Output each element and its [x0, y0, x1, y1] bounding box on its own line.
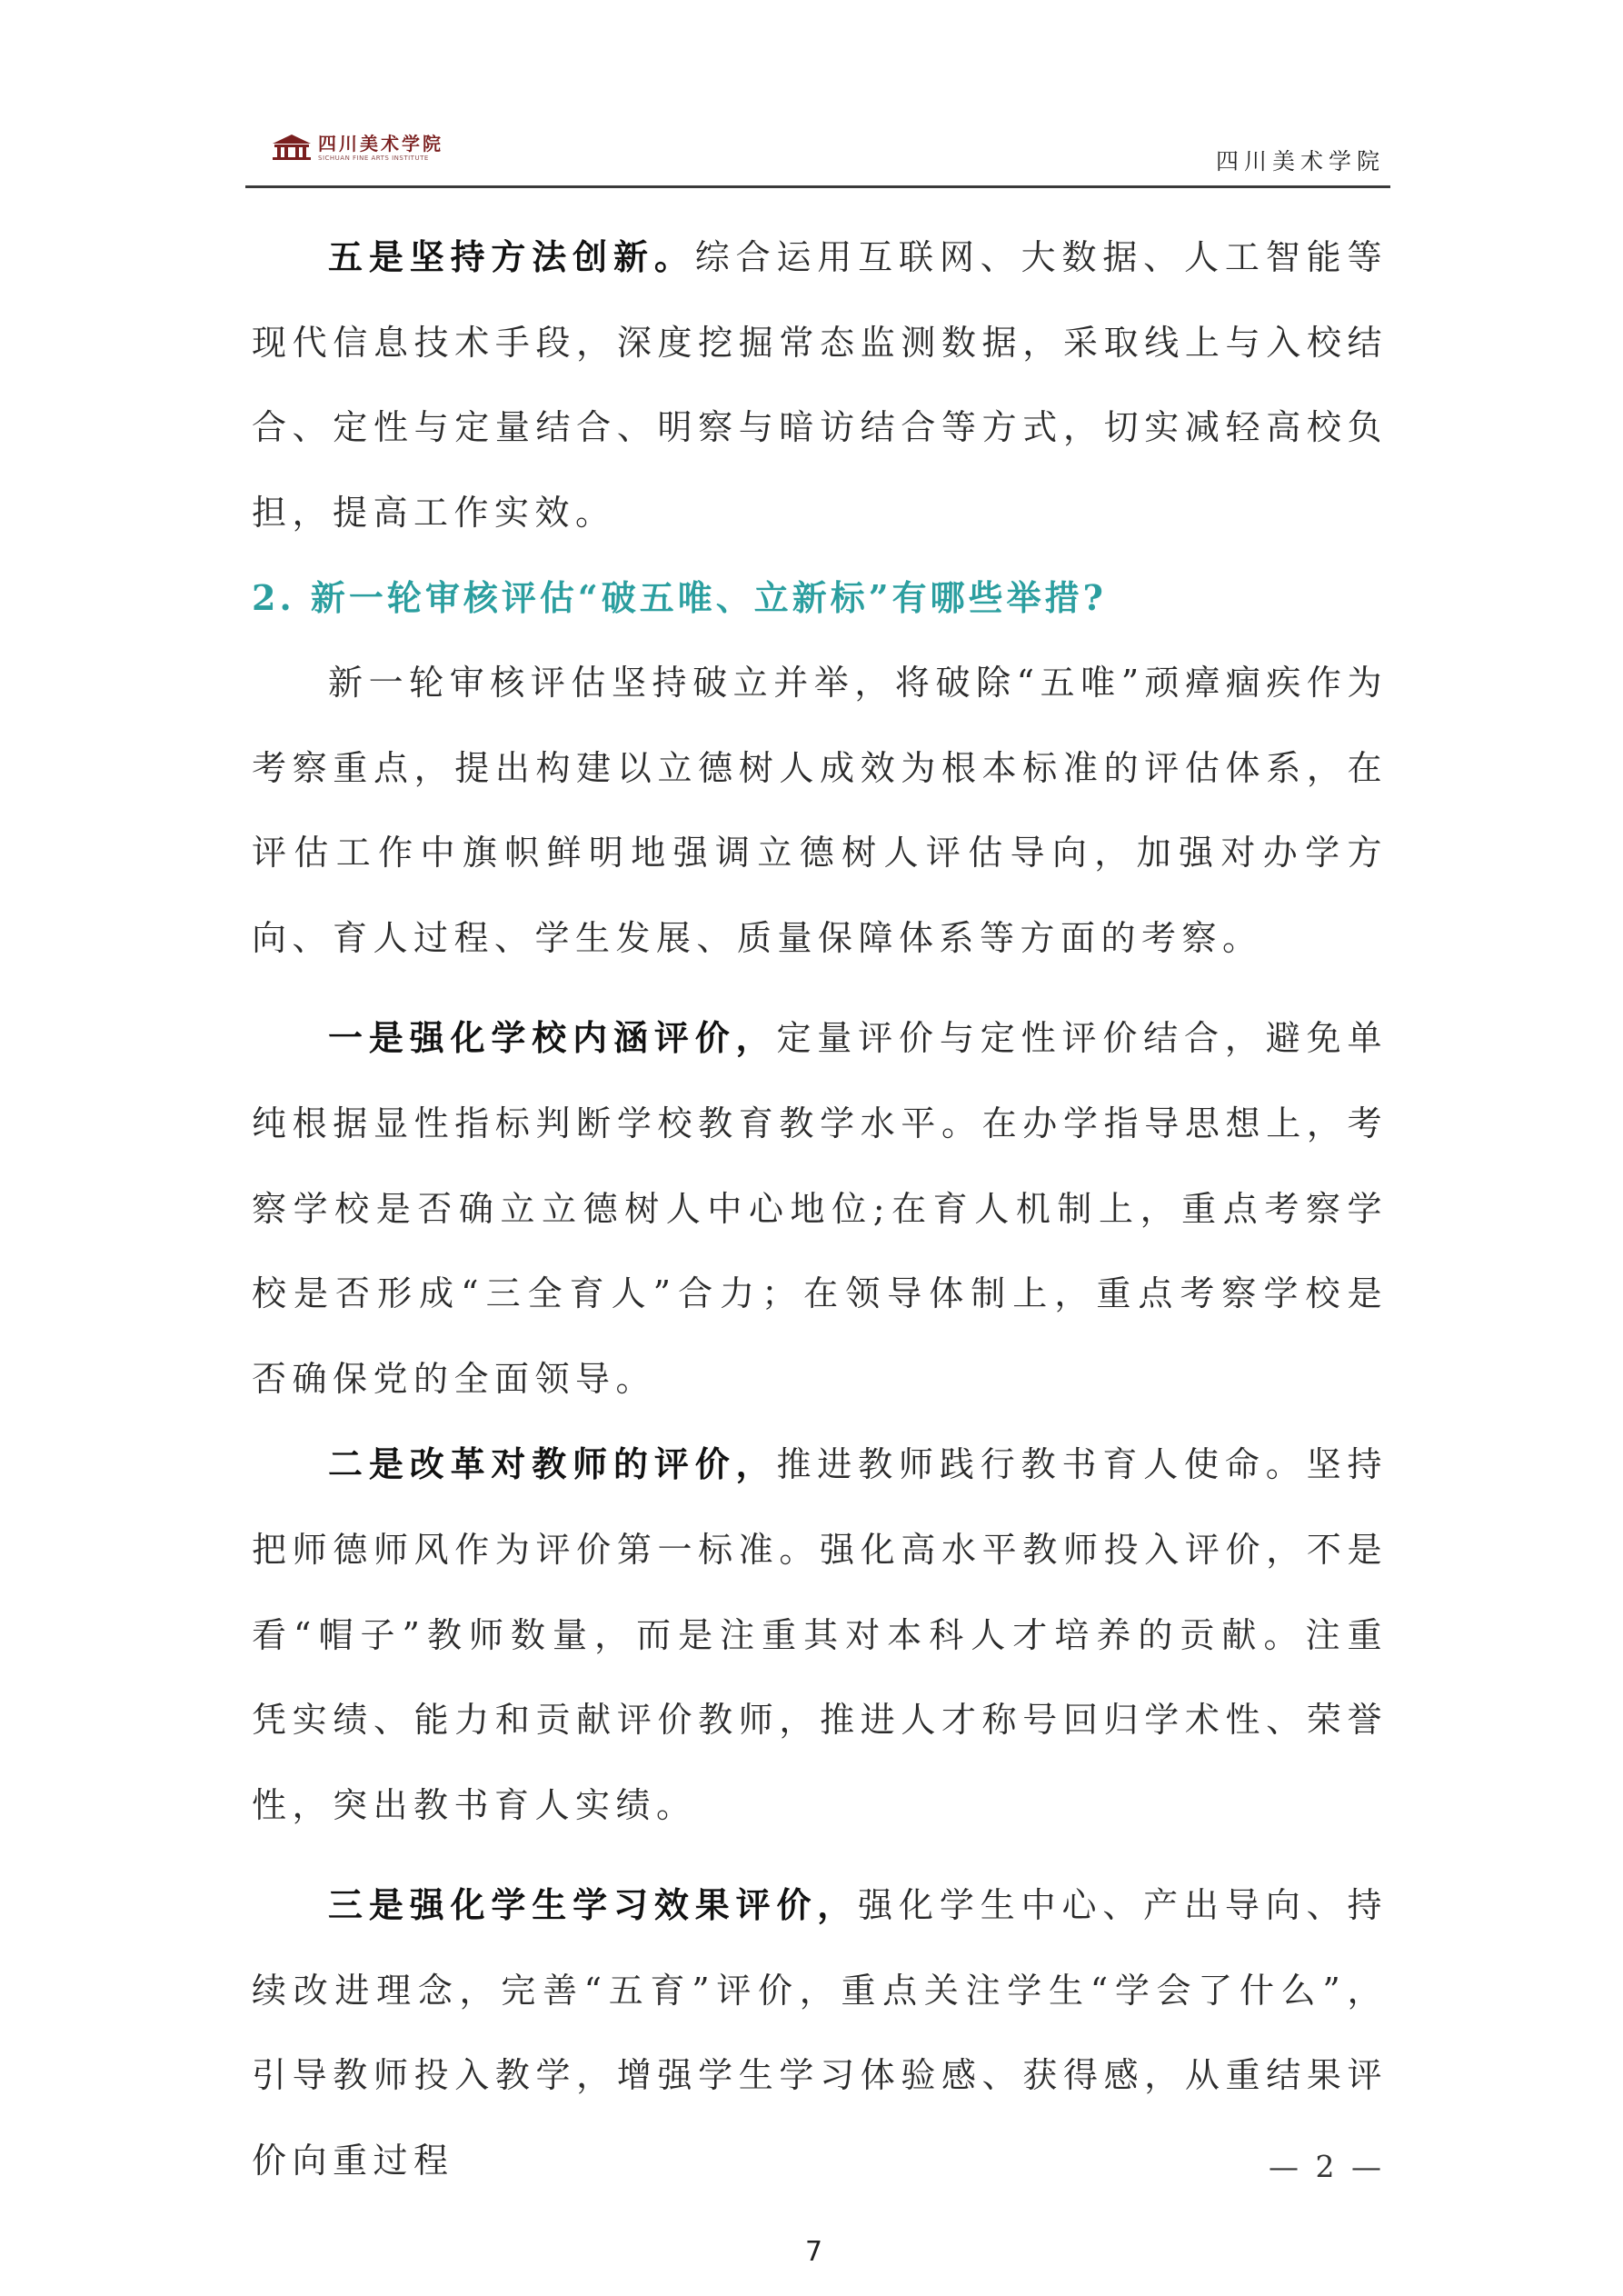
paragraph-text: 新一轮审核评估坚持破立并举，将破除“五唯”顽瘴痼疾作为考察重点，提出构建以立德树人成效为根本标准的评估体系，在评估工作中旗帜鲜明地强调立德树人评估导向，加强对办学方向、育人过程、学生发展、质量保障体系等方面的考察。: [252, 662, 1388, 958]
building-logo-icon: [271, 133, 313, 160]
paragraph-lead: 三是强化学生学习效果评价，: [328, 1884, 859, 1926]
section-heading: 2. 新一轮审核评估“破五唯、立新标”有哪些举措?: [252, 577, 1107, 619]
paragraph-text: 推进教师践行教书育人使命。坚持把师德师风作为评价第一标准。强化高水平教师投入评价，不是看“帽子”教师数量，而是注重其对本科人才培养的贡献。注重凭实绩、能力和贡献评价教师，推进人才称号回归学术性、荣誉性，突出教书育人实绩。: [252, 1444, 1388, 1825]
header-title: 四川美术学院: [1215, 148, 1385, 175]
paragraph-school-evaluation: [252, 995, 1388, 1422]
paragraph-text: 定量评价与定性评价结合，避免单纯根据显性指标判断学校教育教学水平。在办学指导思想上，考察学校是否确立立德树人中心地位;在育人机制上，重点考察学校是否形成“三全育人”合力；在领导体制上，重点考察学校是否确保党的全面领导。: [252, 1018, 1388, 1399]
paragraph-teacher-evaluation: [252, 1422, 1388, 1848]
paragraph-text: 综合运用互联网、大数据、人工智能等现代信息技术手段，深度挖掘常态监测数据，采取线上与入校结合、定性与定量结合、明察与暗访结合等方式，切实减轻高校负担，提高工作实效。: [252, 237, 1388, 533]
logo-text: 四川美术学院: [318, 133, 443, 155]
institute-logo: [271, 127, 453, 171]
paragraph-student-evaluation: [252, 1862, 1388, 2203]
paragraph-intro: [252, 641, 1388, 981]
paragraph-method-innovation: [252, 215, 1388, 555]
logo-subtext: SICHUAN FINE ARTS INSTITUTE: [318, 155, 429, 162]
paragraph-lead: 二是改革对教师的评价，: [328, 1443, 777, 1485]
paragraph-lead: 五是坚持方法创新。: [328, 236, 695, 277]
sheet-number: 7: [805, 2236, 823, 2268]
document-body: [252, 215, 1388, 2204]
page-number: — 2 —: [1269, 2149, 1385, 2184]
page-header: [245, 107, 1390, 188]
paragraph-text: 强化学生中心、产出导向、持续改进理念，完善“五育”评价，重点关注学生“学会了什么”，引导教师投入教学，增强学生学习体验感、获得感，从重结果评价向重过程: [252, 1885, 1388, 2181]
paragraph-lead: 一是强化学校内涵评价，: [328, 1017, 777, 1059]
